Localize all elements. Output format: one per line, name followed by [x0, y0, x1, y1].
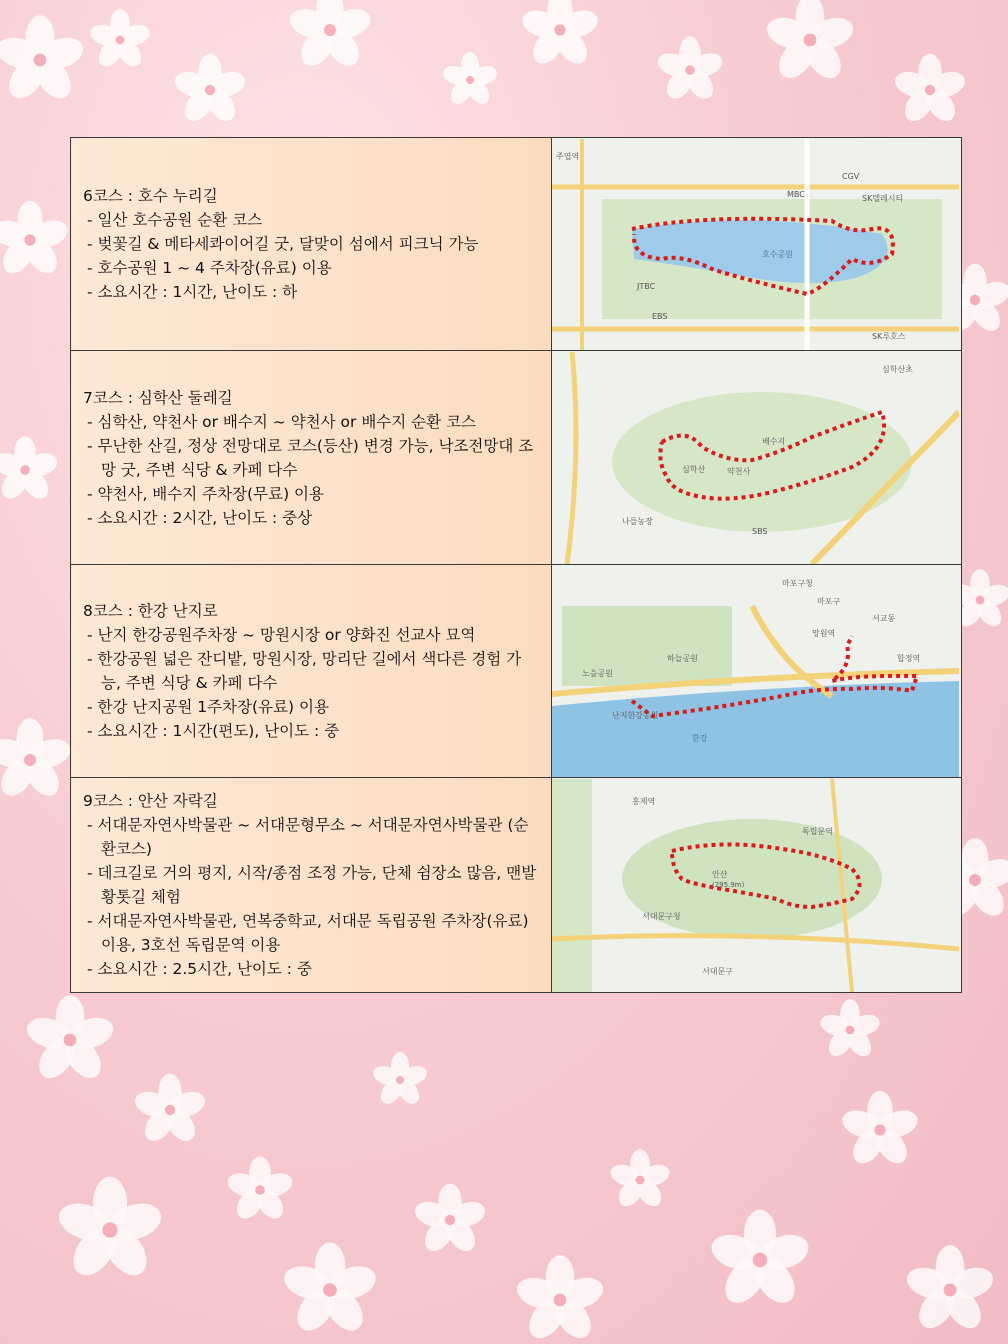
course-9-title: 9코스 : 안산 자락길	[83, 792, 218, 810]
list-item: - 약천사, 배수지 주차장(무료) 이용	[87, 482, 541, 506]
course-8-map	[552, 565, 962, 778]
list-item: - 서대문자연사박물관, 연복중학교, 서대문 독립공원 주차장(유료) 이용, 3호선 독립문역 이용	[87, 909, 541, 957]
list-item: - 소요시간 : 1시간(편도), 난이도 : 중	[87, 719, 541, 743]
course-7-map	[552, 351, 962, 565]
course-row-9	[71, 778, 962, 993]
map-label: SBS	[752, 526, 768, 536]
course-9-items	[83, 813, 541, 981]
list-item: - 호수공원 1 ~ 4 주차장(유료) 이용	[87, 256, 541, 280]
course-8-title: 8코스 : 한강 난지로	[83, 602, 218, 620]
course-row-6	[71, 138, 962, 351]
course-8-map-image	[552, 566, 959, 777]
list-item: - 한강 난지공원 1주차장(유료) 이용	[87, 695, 541, 719]
map-label: 마포구	[817, 596, 841, 606]
map-label: SK텔레시티	[862, 193, 904, 203]
map-label: 한강	[692, 733, 708, 743]
list-item: - 심학산, 약천사 or 배수지 ~ 약천사 or 배수지 순환 코스	[87, 410, 541, 434]
map-label: 노을공원	[582, 668, 613, 678]
map-label: 독립문역	[802, 826, 833, 836]
course-row-7	[71, 351, 962, 565]
list-item: - 무난한 산길, 정상 전망대로 코스(등산) 변경 가능, 낙조전망대 조망 굿, 주변 식당 & 카페 다수	[87, 434, 541, 482]
map-label: 호수공원	[762, 249, 793, 259]
map-label: MBC	[787, 189, 805, 199]
map-label: (295.9m)	[712, 880, 745, 889]
list-item: - 한강공원 넓은 잔디밭, 망원시장, 망리단 길에서 색다른 경험 가능, 주변 식당 & 카페 다수	[87, 647, 541, 695]
list-item: - 소요시간 : 2.5시간, 난이도 : 중	[87, 957, 541, 981]
course-9-description	[71, 778, 552, 993]
map-label: EBS	[652, 311, 668, 321]
map-label: 약천사	[727, 466, 751, 476]
map-label: 홍제역	[632, 796, 656, 806]
course-row-8	[71, 565, 962, 778]
map-label: 심학산	[682, 464, 706, 474]
list-item: - 소요시간 : 2시간, 난이도 : 중상	[87, 506, 541, 530]
map-label: 하늘공원	[667, 653, 698, 663]
list-item: - 서대문자연사박물관 ~ 서대문형무소 ~ 서대문자연사박물관 (순환코스)	[87, 813, 541, 861]
map-label: CGV	[842, 171, 860, 181]
course-6-title: 6코스 : 호수 누리길	[83, 187, 218, 205]
list-item: - 소요시간 : 1시간, 난이도 : 하	[87, 280, 541, 304]
course-table	[70, 137, 962, 993]
map-label: 서대문구	[702, 966, 733, 976]
map-label: 심학산초	[882, 364, 913, 374]
list-item: - 벚꽃길 & 메타세콰이어길 굿, 달맞이 섬에서 피크닉 가능	[87, 232, 541, 256]
map-label: 나들농장	[622, 516, 653, 526]
map-label: SK루호스	[872, 331, 906, 341]
list-item: - 데크길로 거의 평지, 시작/종점 조정 가능, 단체 쉼장소 많음, 맨발 황톳길 체험	[87, 861, 541, 909]
list-item: - 난지 한강공원주차장 ~ 망원시장 or 양화진 선교사 묘역	[87, 623, 541, 647]
map-label: 망원역	[812, 628, 836, 638]
course-6-map-image	[552, 139, 959, 350]
map-label: 마포구청	[782, 578, 813, 588]
course-6-items	[83, 208, 541, 304]
map-label: 합정역	[897, 653, 921, 663]
map-label: 서대문구청	[642, 911, 681, 921]
list-item: - 일산 호수공원 순환 코스	[87, 208, 541, 232]
course-7-map-image	[552, 352, 959, 564]
map-label: 안산	[712, 869, 728, 879]
course-6-map	[552, 138, 962, 351]
map-label: 주엽역	[556, 151, 580, 161]
course-6-description	[71, 138, 552, 351]
course-7-title: 7코스 : 심학산 둘레길	[83, 388, 233, 407]
map-label: 난지한강공원	[612, 710, 659, 720]
course-9-map-image	[552, 779, 959, 992]
course-9-map	[552, 778, 962, 993]
map-label: 배수지	[762, 436, 786, 446]
course-8-description	[71, 565, 552, 778]
map-label: 서교동	[872, 613, 896, 623]
course-8-items	[83, 623, 541, 743]
course-7-items	[83, 410, 541, 530]
course-7-description	[71, 351, 552, 565]
map-label: JTBC	[637, 281, 656, 291]
